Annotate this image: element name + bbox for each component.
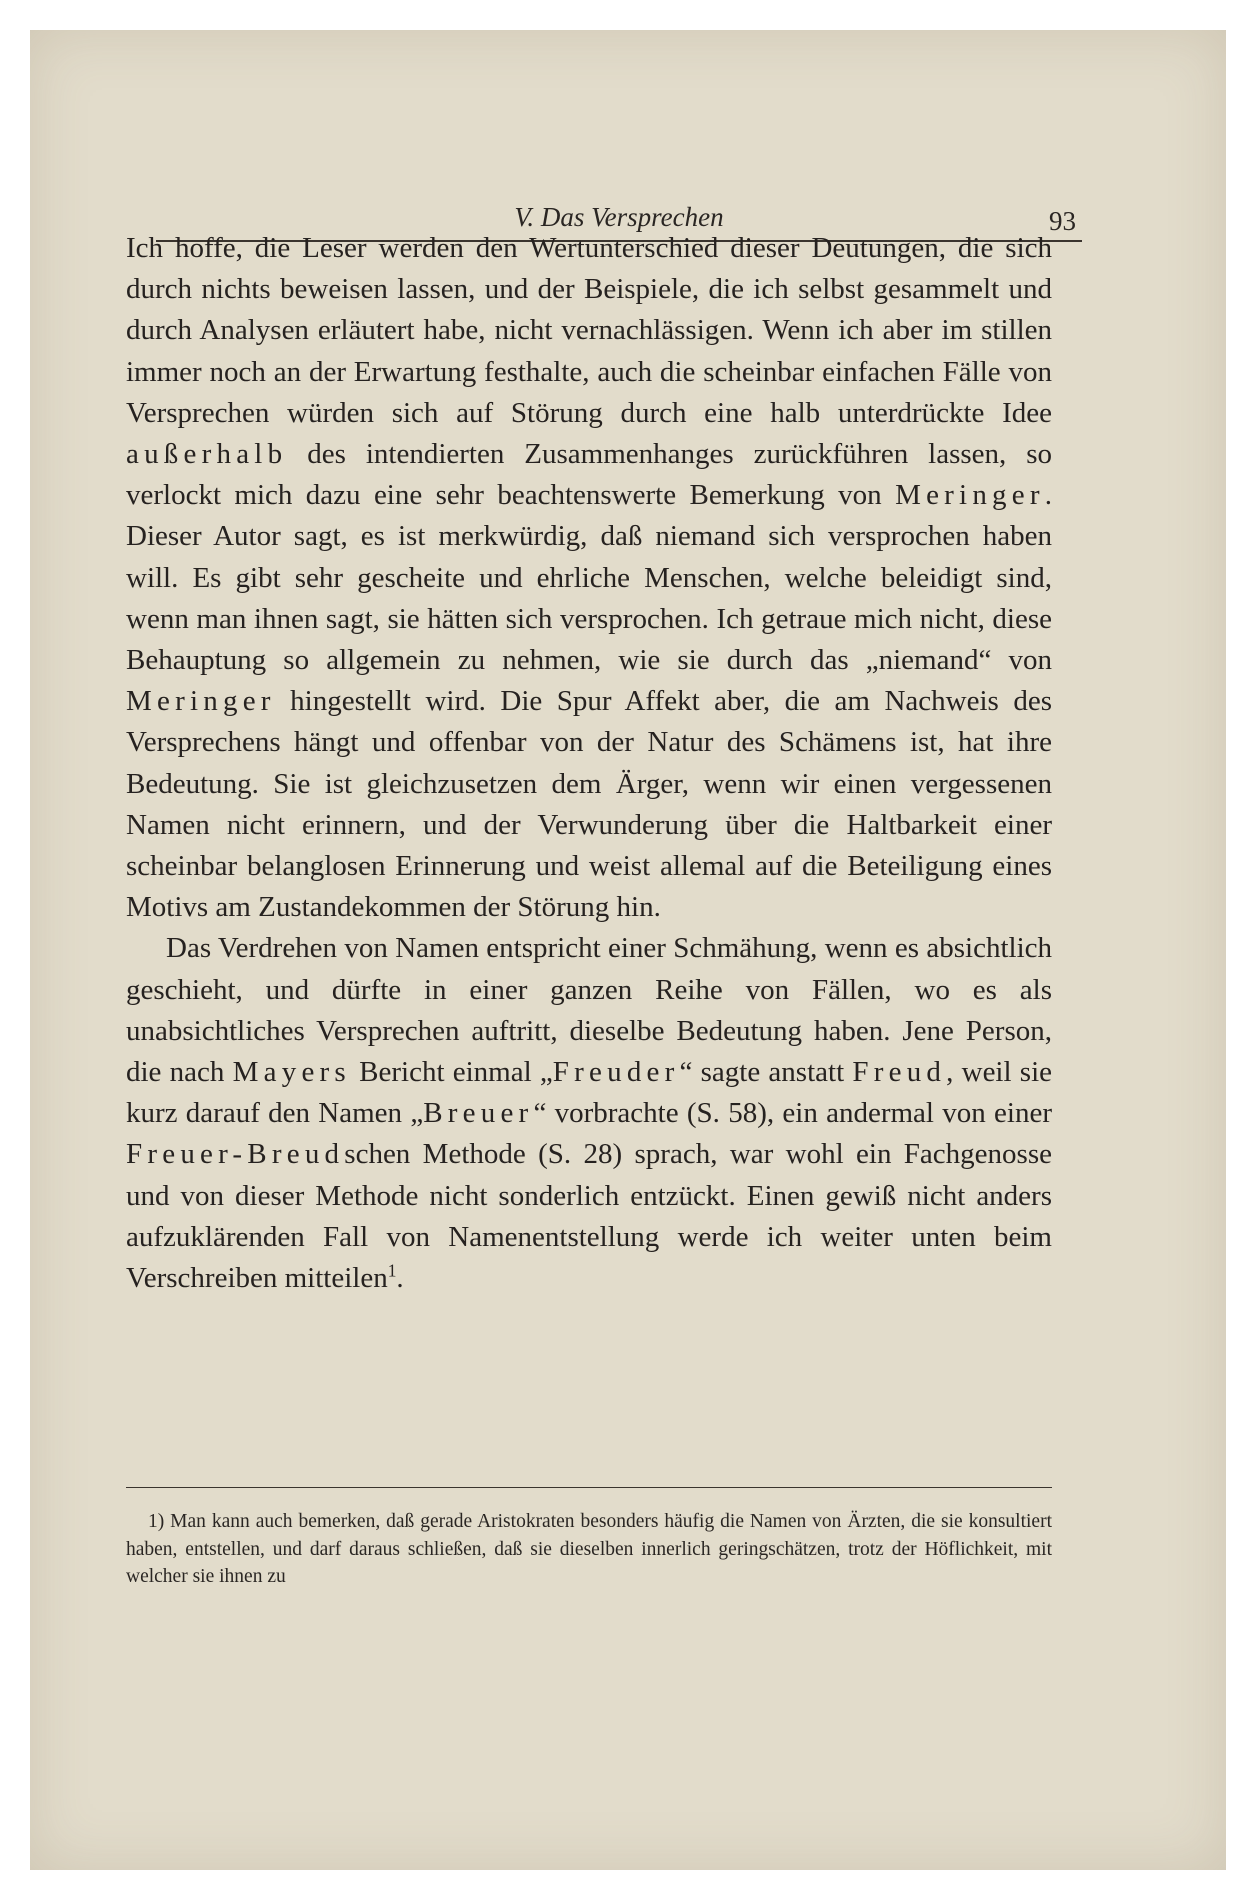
running-title: V. Das Versprechen (514, 202, 724, 232)
text-run: Das Verdrehen von Namen entspricht einer Schmähung, wenn es absichtlich geschieht, und dürfte in einer ganzen Reihe von Fällen, wo es als unabsichtliches Versprechen auftritt, dieselbe Bedeutung haben. Jene Person, die nach (126, 932, 1052, 1089)
text-run: Ich hoffe, die Leser werden den Wertunterschied dieser Deutungen, die sich durch nichts beweisen lassen, und der Beispiele, die ich selbst gesammelt und durch Analysen erläutert habe, nicht vernachlässigen. Wenn ich aber im stillen immer noch an der Erwartung festhalte, auch die scheinbar einfachen Fälle von Versprechen würden sich auf Störung durch eine halb unterdrückte Idee (126, 232, 1052, 429)
paragraph-1 (126, 228, 1052, 928)
text-run: Bericht einmal „ (350, 1056, 553, 1089)
footnote-text: 1) Man kann auch bemerken, daß gerade Aristokraten besonders häufig die Namen von Ärzten, die sie konsultiert haben, entstellen, und darf daraus schließen, daß sie dieselben innerlich geringschätzen, trotz der Höflichkeit, mit welcher sie ihnen zu (126, 1511, 1052, 1587)
spaced-emphasis: außerhalb (126, 438, 288, 471)
author-name-meringer: Meringer (126, 685, 276, 718)
author-name-mayers: Mayers (232, 1056, 351, 1089)
body-text (126, 228, 1052, 1299)
text-run: “ vorbrachte (S. 58), ein andermal von einer (533, 1097, 1053, 1130)
text-run: , weil sie kurz darauf den Namen „ (126, 1056, 1052, 1130)
text-run: . (396, 1262, 404, 1295)
spaced-name-freuder: Freuder (552, 1056, 680, 1089)
spaced-name-freud: Freud (852, 1056, 947, 1089)
text-run: schen Methode (S. 28) sprach, war wohl ein Fachgenosse und von dieser Methode nicht sonderlich entzückt. Einen gewiß nicht anders aufzuklärenden Fall von Namenentstellung werde ich weiter unten beim Verschreiben mitteilen (126, 1138, 1052, 1295)
author-name-meringer: Meringer (895, 479, 1045, 512)
footnote (126, 1508, 1052, 1591)
paragraph-2 (126, 928, 1052, 1299)
text-run: “ sagte anstatt (679, 1056, 853, 1089)
page-number: 93 (1049, 206, 1076, 236)
text-run: des intendierten Zusammenhanges zurückführen lassen, so verlockt mich dazu eine sehr beachtenswerte Bemerkung von (126, 438, 1052, 512)
spaced-name-breuer: Breuer (423, 1097, 534, 1130)
spaced-name-freuer-breud: Freuer-Breud (126, 1138, 345, 1171)
footnote-marker: 1 (387, 1260, 397, 1281)
text-run: . Dieser Autor sagt, es ist merkwürdig, daß niemand sich versprochen haben will. Es gibt sehr gescheite und ehrliche Menschen, welche beleidigt sind, wenn man ihnen sagt, sie hätten sich versprochen. Ich getraue mich nicht, diese Behauptung so allgemein zu nehmen, wie sie durch das „niemand“ von (126, 479, 1052, 677)
footnote-rule (126, 1487, 1052, 1488)
text-run: hingestellt wird. Die Spur Affekt aber, die am Nachweis des Versprechens hängt und offenbar von der Natur des Schämens ist, hat ihre Bedeutung. Sie ist gleichzusetzen dem Ärger, wenn wir einen vergessenen Namen nicht erinnern, und der Verwunderung über die Haltbarkeit einer scheinbar belanglosen Erinnerung und weist allemal auf die Beteiligung eines Motivs am Zustandekommen der Störung hin. (126, 685, 1052, 924)
